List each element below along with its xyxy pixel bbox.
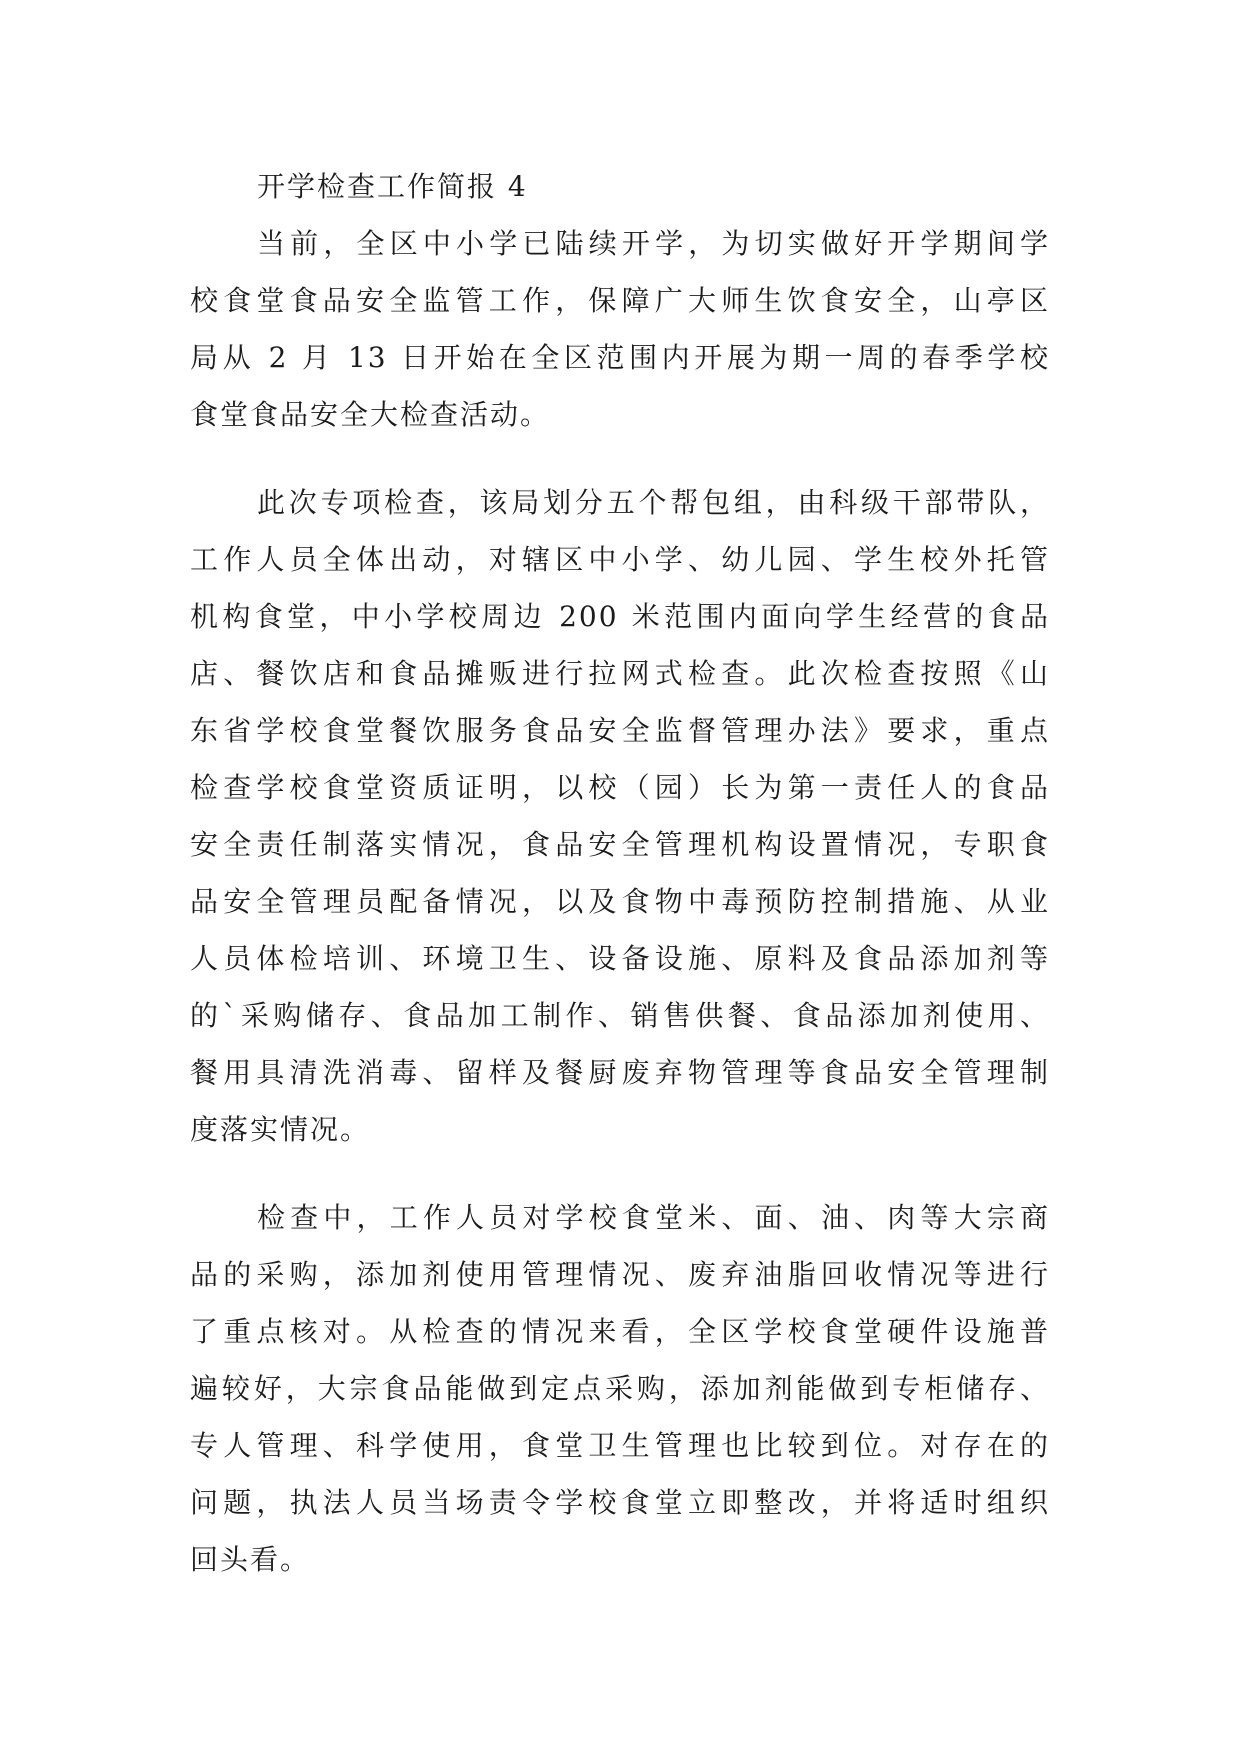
text-line: 此次专项检查，该局划分五个帮包组，由科级干部带队，	[257, 486, 1050, 519]
text-line: 检查中，工作人员对学校食堂米、面、油、肉等大宗商	[257, 1201, 1050, 1234]
paragraph-1	[190, 215, 1050, 443]
document-body	[190, 158, 1050, 1588]
text-line: 当前，全区中小学已陆续开学，为切实做好开学期间学	[257, 227, 1050, 260]
text-line: 了重点核对。从检查的情况来看，全区学校食堂硬件设施普	[190, 1315, 1050, 1348]
text-line: 食堂食品安全大检查活动。	[190, 398, 551, 431]
paragraph-3	[190, 1189, 1050, 1588]
text-line: 回头看。	[190, 1543, 311, 1576]
text-line: 遍较好，大宗食品能做到定点采购，添加剂能做到专柜储存、	[190, 1372, 1050, 1405]
document-title: 开学检查工作简报 4	[257, 170, 528, 203]
text-line: 机构食堂，中小学校周边 200 米范围内面向学生经营的食品	[190, 600, 1050, 633]
text-line: 的`采购储存、食品加工制作、销售供餐、食品添加剂使用、	[190, 999, 1050, 1032]
text-line: 品安全管理员配备情况，以及食物中毒预防控制措施、从业	[190, 885, 1050, 918]
text-line: 问题，执法人员当场责令学校食堂立即整改，并将适时组织	[190, 1486, 1050, 1519]
text-line: 餐用具清洗消毒、留样及餐厨废弃物管理等食品安全管理制	[190, 1056, 1050, 1089]
text-line: 度落实情况。	[190, 1113, 371, 1146]
text-line: 专人管理、科学使用，食堂卫生管理也比较到位。对存在的	[190, 1429, 1050, 1462]
text-line: 店、餐饮店和食品摊贩进行拉网式检查。此次检查按照《山	[190, 657, 1050, 690]
text-line: 检查学校食堂资质证明，以校（园）长为第一责任人的食品	[190, 771, 1050, 804]
text-line: 安全责任制落实情况，食品安全管理机构设置情况，专职食	[190, 828, 1050, 861]
paragraph-2	[190, 474, 1050, 1158]
text-line: 品的采购，添加剂使用管理情况、废弃油脂回收情况等进行	[190, 1258, 1050, 1291]
text-line: 局从 2 月 13 日开始在全区范围内开展为期一周的春季学校	[190, 341, 1050, 374]
text-line: 人员体检培训、环境卫生、设备设施、原料及食品添加剂等	[190, 942, 1050, 975]
text-line: 校食堂食品安全监管工作，保障广大师生饮食安全，山亭区	[190, 284, 1050, 317]
text-line: 东省学校食堂餐饮服务食品安全监督管理办法》要求，重点	[190, 714, 1050, 747]
text-line: 工作人员全体出动，对辖区中小学、幼儿园、学生校外托管	[190, 543, 1050, 576]
